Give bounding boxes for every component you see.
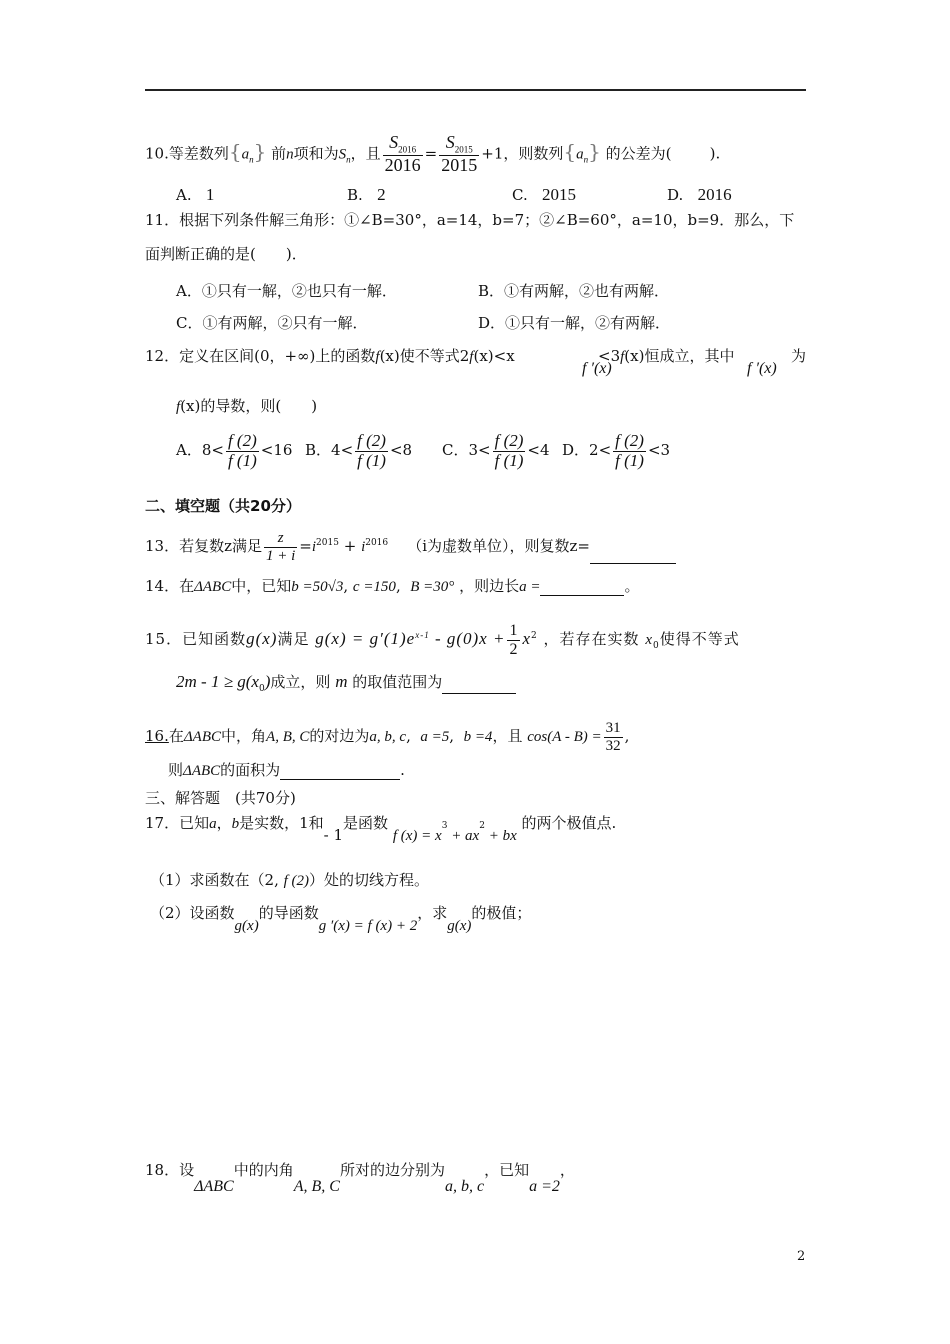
question-14: 14．在ΔABC中，已知b =50√3, c =150, B =30° ，则边长a = 。 <box>145 577 640 595</box>
q15-answer-blank[interactable] <box>442 679 516 694</box>
q16-answer-blank[interactable] <box>280 765 400 780</box>
q11-option-d: D．①只有一解，②有两解． <box>478 314 671 332</box>
question-16-line1: 16.在ΔABC中，角A, B, C的对边为a, b, c, a =5, b =4，且 cos(A - B) = $\frac{31}{32}$ , <box>145 720 630 754</box>
q11-option-a: A．①只有一解，②也只有一解． <box>176 282 397 300</box>
question-17-part1: （1）求函数在（2, f (2)）处的切线方程。 <box>150 871 430 889</box>
header-rule <box>145 89 806 91</box>
q10-option-a: A. 1 <box>176 185 215 204</box>
question-11-line2: 面判断正确的是( )． <box>145 245 307 263</box>
question-15-line1: 15．已知函数g(x)满足 $g(x) = g'(1)e^{x-1} - g(0)x$ + $\frac{1}{2}$ $x^2$ ，若存在实数 $x_0$使得不等式 <box>145 622 740 658</box>
question-16-line2: 则ΔABC的面积为 . <box>168 761 405 779</box>
q12-fprime-2: f ′(x) <box>747 360 777 377</box>
q13-answer-blank[interactable] <box>590 549 676 564</box>
question-10: 10.等差数列$\{a_n\}$ 前n项和为$S_n$，且 $\frac{S_{2016}}{2016}$ = $\frac{S_{2015}}{2015}$ +1，则数列$\{a_n\}$ 的公差为( ). <box>145 132 721 176</box>
q12-fprime-1: f ′(x) <box>582 360 612 377</box>
question-18: 18．设ΔABC中的内角A, B, C所对的边分别为a, b, c，已知a =2， <box>145 1161 575 1195</box>
question-11-line1: 11．根据下列条件解三角形：①∠B=30°，a=14，b=7；②∠B=60°，a=10，b=9．那么，下 <box>145 211 795 229</box>
question-12-line1: 12．定义在区间(0，+∞)上的函数f(x)使不等式2f(x)<x <box>145 347 515 365</box>
q10-option-c: C. 2015 <box>512 185 577 204</box>
question-12-wei: 为 <box>791 347 807 365</box>
question-12-line2: f(x)的导数，则( ) <box>176 397 318 415</box>
question-15-line2: $2m - 1 \ge g(x_0)$成立，则 m 的取值范围为 <box>176 672 516 694</box>
question-17-part2: （2）设函数g(x)的导函数g ′(x) = f (x) + 2，求g(x)的极值； <box>150 904 532 934</box>
q10-option-d: D. 2016 <box>667 185 732 204</box>
q12-option-a: A．8< $\frac{f (2)}{f (1)}$ <16 <box>176 431 293 470</box>
q14-answer-blank[interactable] <box>540 581 624 596</box>
q11-option-b: B．①有两解，②也有两解． <box>478 282 670 300</box>
question-17: 17．已知a，b是实数，1和- 1是函数 f $(x) = x^3 + ax^2$ + bx 的两个极值点. <box>145 814 617 844</box>
q12-option-c: C．3< $\frac{f (2)}{f (1)}$ <4 <box>442 431 550 470</box>
q11-option-c: C．①有两解，②只有一解． <box>176 314 368 332</box>
page-number: 2 <box>797 1249 806 1264</box>
question-12-line1b: <3f(x)恒成立，其中 <box>598 347 735 365</box>
section-solve-heading: 三、解答题 (共70分) <box>145 789 296 807</box>
q12-option-b: B．4< $\frac{f (2)}{f (1)}$ <8 <box>305 431 413 470</box>
question-13: 13．若复数z满足 $\frac{z}{1 + i}$ $=i^{2015} + i^{2016}$ （i为虚数单位），则复数z= <box>145 530 676 564</box>
section-fill-in-heading: 二、填空题（共20分） <box>145 497 301 515</box>
q10-option-b: B. 2 <box>347 185 386 204</box>
q12-option-d: D．2< $\frac{f (2)}{f (1)}$ <3 <box>562 431 671 470</box>
